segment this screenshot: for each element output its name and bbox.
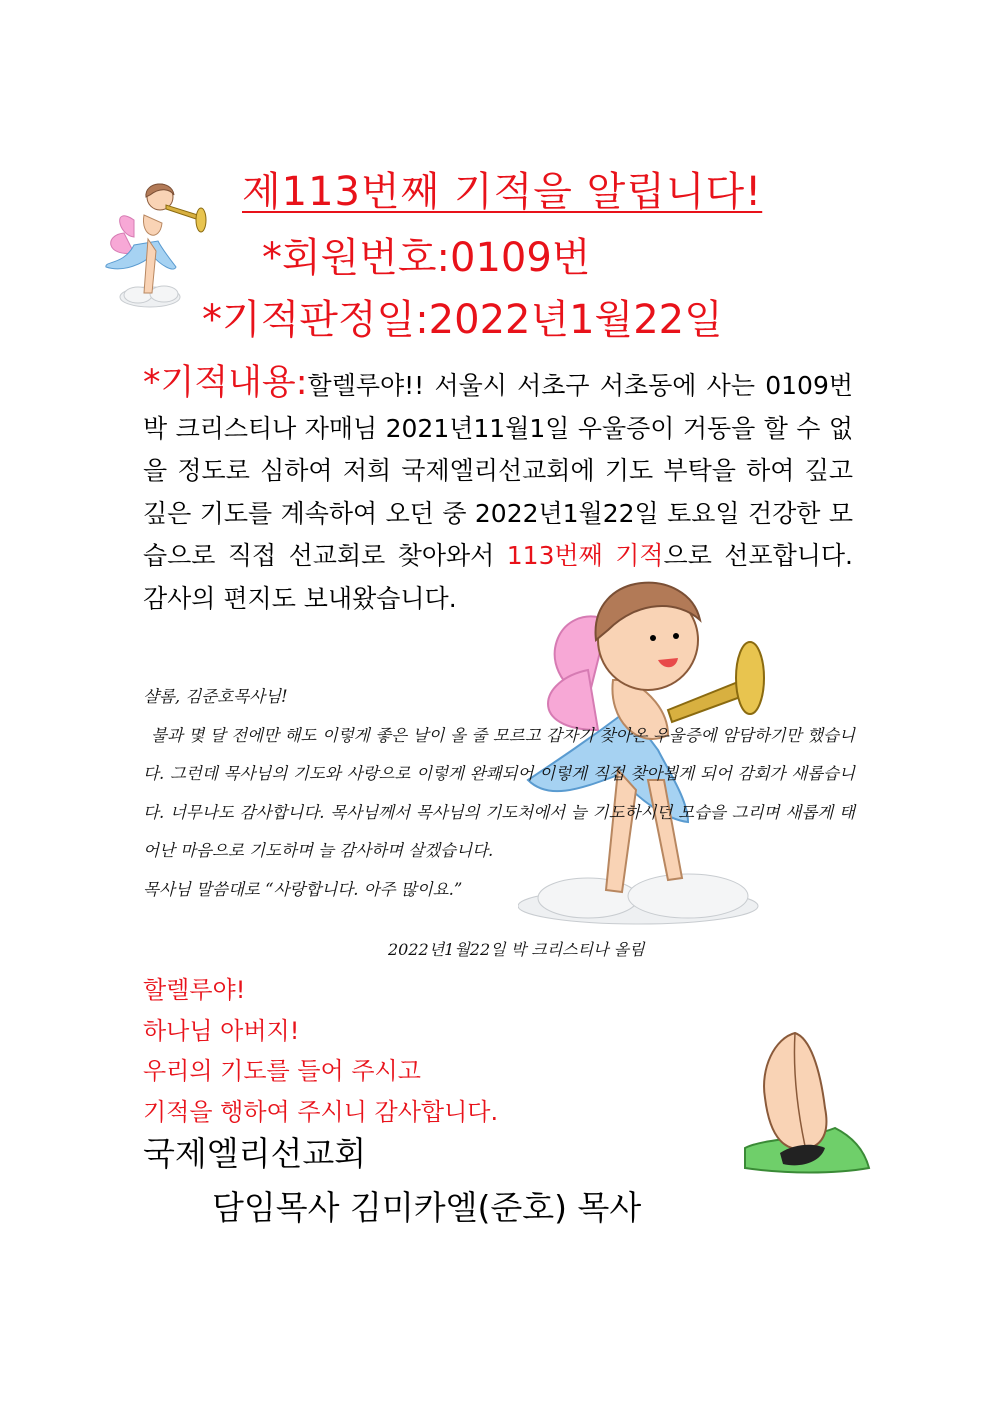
praise-line: 기적을 행하여 주시니 감사합니다. xyxy=(143,1097,499,1126)
letter-greeting: 샬롬, 김준호목사님! xyxy=(143,687,288,706)
miracle-date: *기적판정일:2022년1월22일 xyxy=(202,297,723,343)
letter-signature: 2022년1월22일 박 크리스티나 올림 xyxy=(388,940,645,959)
praise-line: 하나님 아버지! xyxy=(143,1016,300,1045)
miracle-content xyxy=(143,362,853,621)
praise-line: 할렐루야! xyxy=(143,976,246,1004)
angel-trumpet-small-illustration xyxy=(104,175,214,310)
content-highlight: 113번째 기적 xyxy=(506,541,664,571)
letter-closing: 목사님 말씀대로 “사랑합니다. 아주 많이요.” xyxy=(143,879,463,899)
announcement-title: 제113번째 기적을 알립니다! xyxy=(242,169,763,215)
content-text-2: 으로 선포합니다. 감사의 편지도 보내왔습니다. xyxy=(143,541,853,613)
member-number: *회원번호:0109번 xyxy=(262,235,591,281)
praying-hands-illustration xyxy=(725,1028,871,1174)
pastor-name: 담임목사 김미카엘(준호) 목사 xyxy=(212,1188,642,1227)
letter-body: 불과 몇 달 전에만 해도 이렇게 좋은 날이 올 줄 모르고 갑자기 찾아온 우울증에 암담하기만 했습니다. 그런데 목사님의 기도와 사랑으로 이렇게 완쾌되어 이렇게 직접 찾아뵙게 되어 감회가 새롭습니다. 너무나도 감사합니다. 목사님께서 목사님의 기도처에서 늘 기도하시던 모습을 그리며 새롭게 태어난 마음으로 기도하며 늘 감사하며 살겠습니다. xyxy=(143,725,855,860)
church-name: 국제엘리선교회 xyxy=(143,1134,367,1173)
content-text-1: 할렐루야!! 서울시 서초구 서초동에 사는 0109번 박 크리스티나 자매님 2021년11월1일 우울증이 거동을 할 수 없을 정도로 심하여 저희 국제엘리선교회에 기도 부탁을 하여 깊고 깊은 기도를 계속하여 오던 중 2022년1월22일 토요일 건강한 모습으로 직접 선교회로 찾아와서 xyxy=(143,371,853,571)
thank-you-letter xyxy=(143,678,855,909)
praise-block xyxy=(143,970,498,1132)
praise-line: 우리의 기도를 들어 주시고 xyxy=(143,1057,421,1085)
content-label: *기적내용: xyxy=(143,363,308,403)
